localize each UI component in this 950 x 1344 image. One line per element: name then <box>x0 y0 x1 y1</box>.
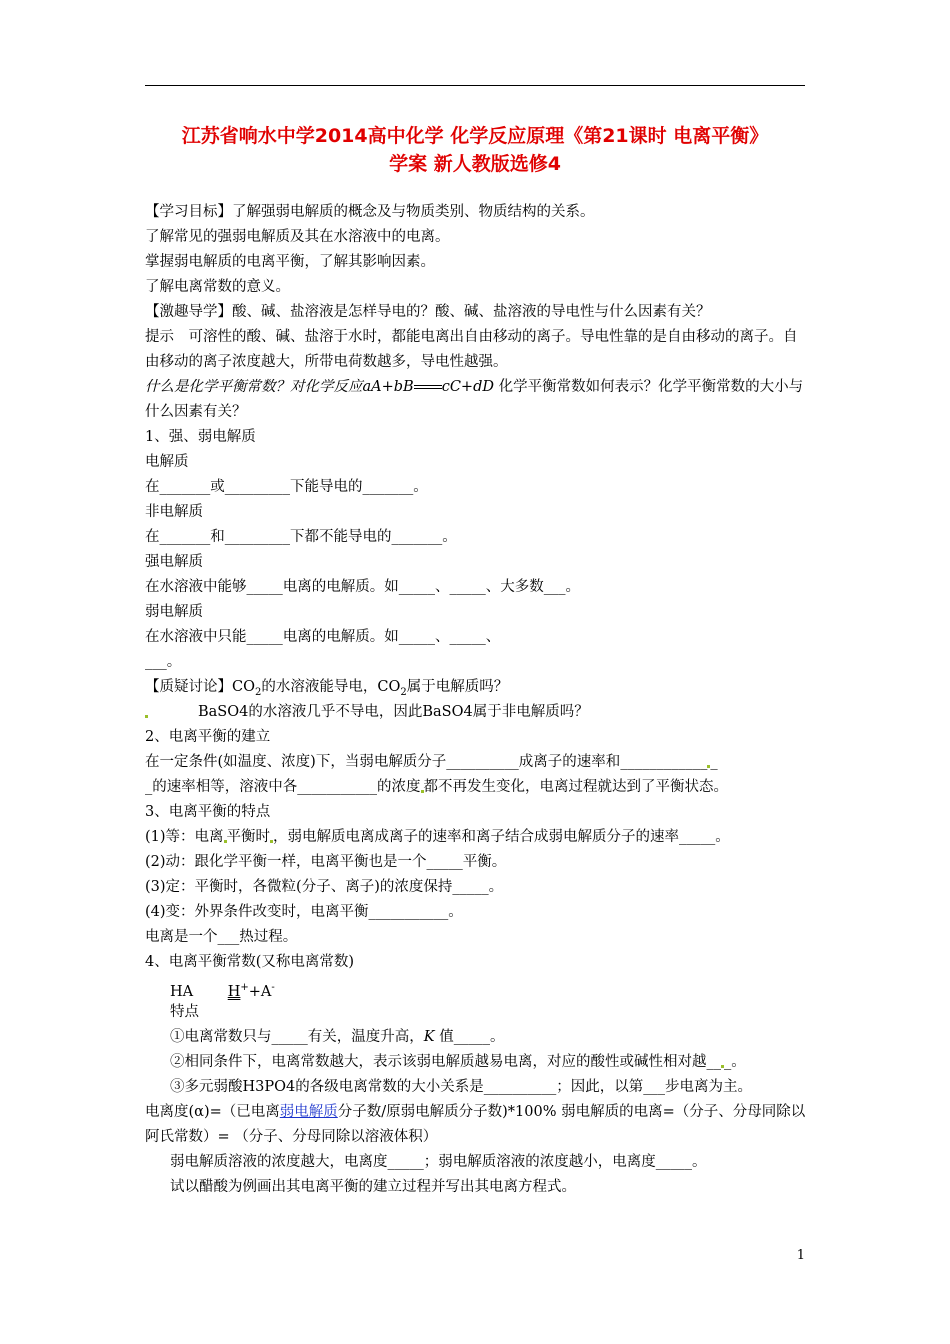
objective-2: 了解常见的强弱电解质及其在水溶液中的电离。 <box>145 229 450 245</box>
subscript-2: 2 <box>400 686 407 698</box>
equilibrium-setup-line-1 <box>145 750 810 775</box>
feature-2-c: _。 <box>724 1054 746 1070</box>
equilibrium-arrow-icon <box>414 381 442 393</box>
objectives-line: 【学习目标】了解强弱电解质的概念及与物质类别、物质结构的关系。 <box>145 204 595 220</box>
equilibrium-question-tail: 化学平衡常数如何表示？化学平衡常数的大小与什么因素有关？ <box>145 379 804 420</box>
discussion-question-1 <box>145 675 810 700</box>
discussion-question-2 <box>145 700 810 725</box>
hydrogen-ion: H <box>227 983 241 1000</box>
objective-4: 了解电离常数的意义。 <box>145 279 290 295</box>
hint-paragraph: 提示 可溶性的酸、碱、盐溶于水时，都能电离出自由移动的离子。导电性靠的是自由移动的离子。自由移动的离子浓度越大，所带电荷数越多，导电性越强。 <box>145 329 798 370</box>
setup-text-c: _ <box>710 754 718 770</box>
feature-equal <box>145 825 810 850</box>
products: cC+dD <box>441 379 494 395</box>
feature-equal-c: ，弱电解质电离成离子的速率和离子结合成弱电解质分子的速率_____。 <box>273 829 730 845</box>
intro-question: 【激趣导学】酸、碱、盐溶液是怎样导电的？酸、碱、盐溶液的导电性与什么因素有关？ <box>145 304 711 320</box>
ionization-equation <box>145 975 810 1000</box>
reactants: aA+bB <box>362 379 414 395</box>
degree-text-c: 分子数/原弱电解质分子数)*100% 弱电解质的电离=（分子、分母同除以阿氏常数）= （分子、分母同除以溶液体积） <box>145 1104 806 1145</box>
title-line-1: 江苏省响水中学2014高中化学 化学反应原理《第21课时 电离平衡》 <box>181 125 769 147</box>
acid-formula: HA <box>170 983 194 1000</box>
section-4-heading: 4、电离平衡常数(又称电离常数) <box>145 954 355 970</box>
degree-text-a: 电离度(α)=（已电离 <box>145 1104 280 1120</box>
weak-electrolyte-label: 弱电解质 <box>145 604 203 620</box>
section-1-heading: 1、强、弱电解质 <box>145 429 256 445</box>
section-3-heading: 3、电离平衡的特点 <box>145 804 271 820</box>
document-title <box>120 122 830 178</box>
feature-item-2 <box>145 1050 810 1075</box>
feature-item-1 <box>145 1025 810 1050</box>
weak-electrolyte-definition: 在水溶液中只能_____电离的电解质。如_____、_____、 <box>145 629 501 645</box>
feature-change <box>145 900 810 925</box>
plus-charge: + <box>240 982 249 993</box>
weak-electrolyte-link[interactable]: 弱电解质 <box>279 1104 338 1120</box>
feature-2-a: ②相同条件下，电离常数越大，表示该弱电解质越易电离，对应的酸性或碱性相对越 <box>170 1054 707 1070</box>
q2-text: BaSO4的水溶液几乎不导电，因此BaSO4属于非电解质吗？ <box>198 704 589 720</box>
acetic-acid-task: 试以醋酸为例画出其电离平衡的建立过程并写出其电离方程式。 <box>170 1179 576 1195</box>
feature-item-3: ③多元弱酸H3PO4的各级电离常数的大小关系是__________；因此，以第___步电离为主。 <box>170 1079 752 1095</box>
subscript-2: 2 <box>254 686 262 698</box>
feature-equal-a: (1)等：电离 <box>145 829 224 845</box>
feature-equal-b: 平衡时 <box>226 829 271 845</box>
feature-dynamic: (2)动：跟化学平衡一样，电离平衡也是一个_____平衡。 <box>145 854 507 870</box>
feature-2-b: __ <box>706 1054 721 1070</box>
weak-electrolyte-definition-cont: ___。 <box>145 654 182 670</box>
setup-text-a: 在一定条件(如温度、浓度)下，当弱电解质分子__________成离子的速率和 <box>145 754 621 770</box>
nonelectrolyte-label: 非电解质 <box>145 504 203 520</box>
electrolyte-definition: 在_______或_________下能导电的_______。 <box>145 479 428 495</box>
feature-1-a: ①电离常数只与_____有关，温度升高， <box>170 1029 424 1045</box>
strong-electrolyte-label: 强电解质 <box>145 554 203 570</box>
document-body <box>145 200 810 1200</box>
setup-text-d: _的速率相等，溶液中各___________的浓度 <box>145 779 421 795</box>
objective-3: 掌握弱电解质的电离平衡，了解其影响因素。 <box>145 254 435 270</box>
q1-part-c: 属于电解质吗？ <box>406 679 509 695</box>
equilibrium-setup-line-2 <box>145 775 810 800</box>
equilibrium-question <box>145 375 810 425</box>
anion: +A <box>248 983 272 1000</box>
feature-change-a: (4)变：外界条件改变时，电离平衡 <box>145 904 369 920</box>
equilibrium-question-lead: 什么是化学平衡常数？对化学反应 <box>145 379 363 395</box>
q1-part-b: 的水溶液能导电，CO <box>261 679 401 695</box>
minus-charge: - <box>271 982 275 993</box>
header-rule <box>145 85 805 86</box>
heat-process: 电离是一个___热过程。 <box>145 929 298 945</box>
feature-1-c: 值_____。 <box>434 1029 505 1045</box>
strong-electrolyte-definition: 在水溶液中能够_____电离的电解质。如_____、_____、大多数___。 <box>145 579 580 595</box>
setup-text-e: 都不再发生变化，电离过程就达到了平衡状态。 <box>423 779 728 795</box>
concentration-effect: 弱电解质溶液的浓度越大，电离度_____；弱电解质溶液的浓度越小，电离度_____。 <box>170 1154 707 1170</box>
section-2-heading: 2、电离平衡的建立 <box>145 729 271 745</box>
feature-fixed: (3)定：平衡时，各微粒(分子、离子)的浓度保持_____。 <box>145 879 504 895</box>
features-label: 特点 <box>170 1004 199 1020</box>
q1-part-a: 【质疑讨论】CO <box>145 679 255 695</box>
feature-change-b: ___________。 <box>368 904 463 920</box>
title-line-2: 学案 新人教版选修4 <box>389 153 561 175</box>
electrolyte-label: 电解质 <box>145 454 189 470</box>
k-symbol: K <box>423 1029 435 1045</box>
setup-blank: ____________ <box>620 754 708 770</box>
nonelectrolyte-definition: 在_______和_________下都不能导电的_______。 <box>145 529 457 545</box>
ionization-degree <box>145 1100 810 1150</box>
page-number: 1 <box>796 1248 805 1263</box>
